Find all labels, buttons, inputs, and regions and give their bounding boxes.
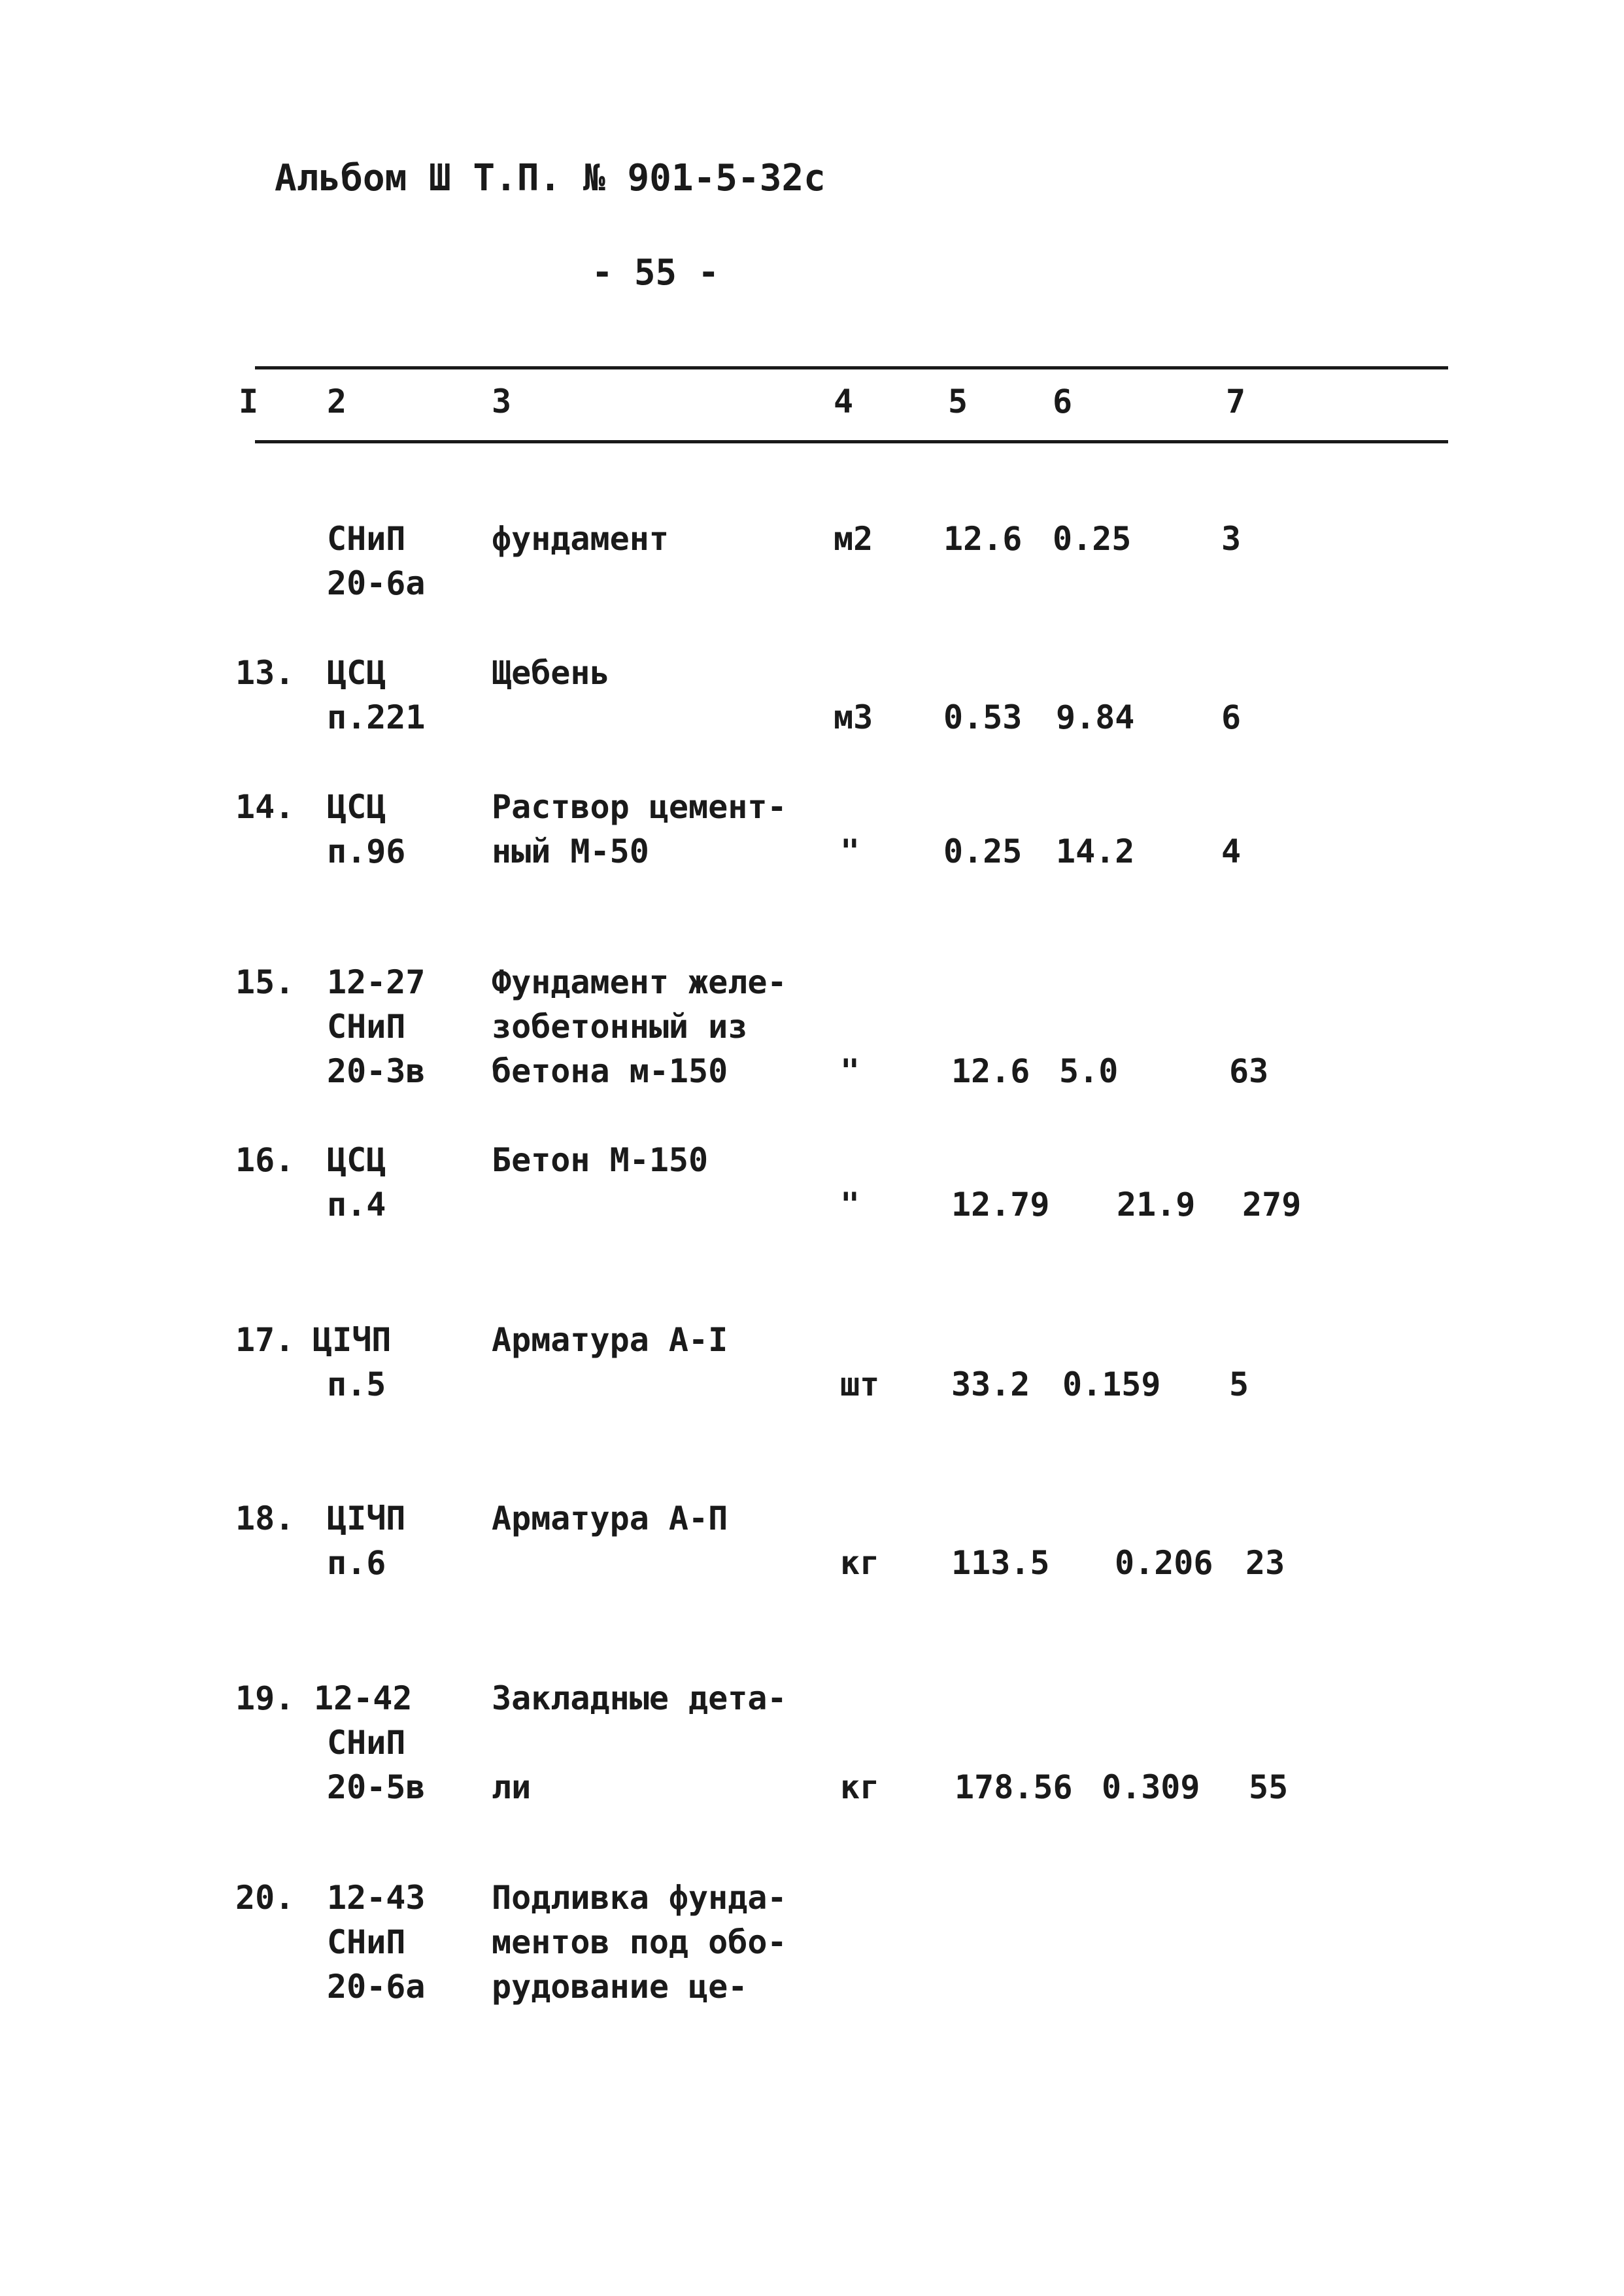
document-header: Альбом Ш Т.П. № 901-5-32с [275, 157, 826, 199]
row-number: 19. [235, 1679, 295, 1717]
row-name: фундамент [492, 520, 669, 558]
row-name: Подливка фунда- [492, 1879, 787, 1917]
row-code: 20-6а [327, 1968, 426, 2006]
table-header-rule [255, 440, 1448, 443]
row-qty: 12.6 [943, 520, 1023, 558]
row-qty: 178.56 [955, 1768, 1073, 1806]
row-code: ЦIЧП [313, 1321, 392, 1359]
row-unit: кг [840, 1768, 880, 1806]
row-name: Арматура А-П [492, 1499, 728, 1537]
row-name: Щебень [492, 654, 610, 692]
row-price: 0.25 [1053, 520, 1132, 558]
row-code: ЦСЦ [327, 654, 386, 692]
row-name: бетона м-150 [492, 1052, 728, 1090]
row-number: 17. [235, 1321, 295, 1359]
row-price: 14.2 [1056, 832, 1135, 870]
row-unit: " [840, 1186, 860, 1224]
row-qty: 113.5 [951, 1544, 1050, 1582]
row-number: 15. [235, 963, 295, 1001]
row-name: ментов под обо- [492, 1923, 787, 1961]
row-price: 0.159 [1062, 1365, 1161, 1403]
row-code: 20-5в [327, 1768, 426, 1806]
row-code: п.221 [327, 698, 426, 736]
row-name: зобетонный из [492, 1008, 748, 1046]
row-name: Арматура А-I [492, 1321, 728, 1359]
column-header-2: 2 [327, 383, 347, 420]
row-code: 20-6а [327, 564, 426, 602]
row-total: 4 [1221, 832, 1242, 870]
row-code: 12-27 [327, 963, 426, 1001]
row-total: 3 [1221, 520, 1242, 558]
row-code: СНиП [327, 520, 406, 558]
row-code: п.4 [327, 1186, 386, 1224]
page-number: - 55 - [592, 252, 720, 293]
row-number: 13. [235, 654, 295, 692]
row-number: 20. [235, 1879, 295, 1917]
row-code: п.5 [327, 1365, 386, 1403]
row-qty: 12.6 [951, 1052, 1030, 1090]
row-code: 12-43 [327, 1879, 426, 1917]
row-price: 0.206 [1115, 1544, 1213, 1582]
row-price: 5.0 [1059, 1052, 1119, 1090]
row-price: 9.84 [1056, 698, 1135, 736]
row-total: 279 [1242, 1186, 1302, 1224]
row-name: Бетон М-150 [492, 1141, 709, 1179]
row-unit: " [840, 1052, 860, 1090]
row-name: Фундамент желе- [492, 963, 787, 1001]
row-unit: кг [840, 1544, 880, 1582]
row-unit: м3 [834, 698, 873, 736]
row-name: Раствор цемент- [492, 788, 787, 826]
row-total: 6 [1221, 698, 1242, 736]
row-code: СНиП [327, 1923, 406, 1961]
row-code: п.96 [327, 832, 406, 870]
row-unit: " [840, 832, 860, 870]
row-total: 63 [1229, 1052, 1269, 1090]
row-code: ЦСЦ [327, 1141, 386, 1179]
row-name: ный М-50 [492, 832, 649, 870]
row-code: СНиП [327, 1724, 406, 1762]
column-header-6: 6 [1053, 383, 1073, 420]
row-number: 14. [235, 788, 295, 826]
row-unit: м2 [834, 520, 873, 558]
row-name: ли [492, 1768, 532, 1806]
row-code: 12-42 [314, 1679, 413, 1717]
row-total: 55 [1249, 1768, 1289, 1806]
column-header-1: I [239, 383, 259, 420]
row-price: 21.9 [1117, 1186, 1196, 1224]
column-header-5: 5 [948, 383, 968, 420]
column-header-7: 7 [1226, 383, 1246, 420]
row-code: СНиП [327, 1008, 406, 1046]
column-header-4: 4 [834, 383, 854, 420]
row-qty: 0.53 [943, 698, 1023, 736]
row-qty: 33.2 [951, 1365, 1030, 1403]
row-qty: 12.79 [951, 1186, 1050, 1224]
row-total: 23 [1245, 1544, 1285, 1582]
row-total: 5 [1229, 1365, 1249, 1403]
row-number: 16. [235, 1141, 295, 1179]
row-unit: шт [840, 1365, 880, 1403]
row-number: 18. [235, 1499, 295, 1537]
row-code: ЦСЦ [327, 788, 386, 826]
column-header-3: 3 [492, 383, 512, 420]
row-price: 0.309 [1102, 1768, 1200, 1806]
table-top-rule [255, 366, 1448, 369]
row-name: Закладные дета- [492, 1679, 787, 1717]
row-qty: 0.25 [943, 832, 1023, 870]
row-code: ЦIЧП [327, 1499, 406, 1537]
row-code: п.6 [327, 1544, 386, 1582]
row-code: 20-3в [327, 1052, 426, 1090]
row-name: рудование це- [492, 1968, 748, 2006]
